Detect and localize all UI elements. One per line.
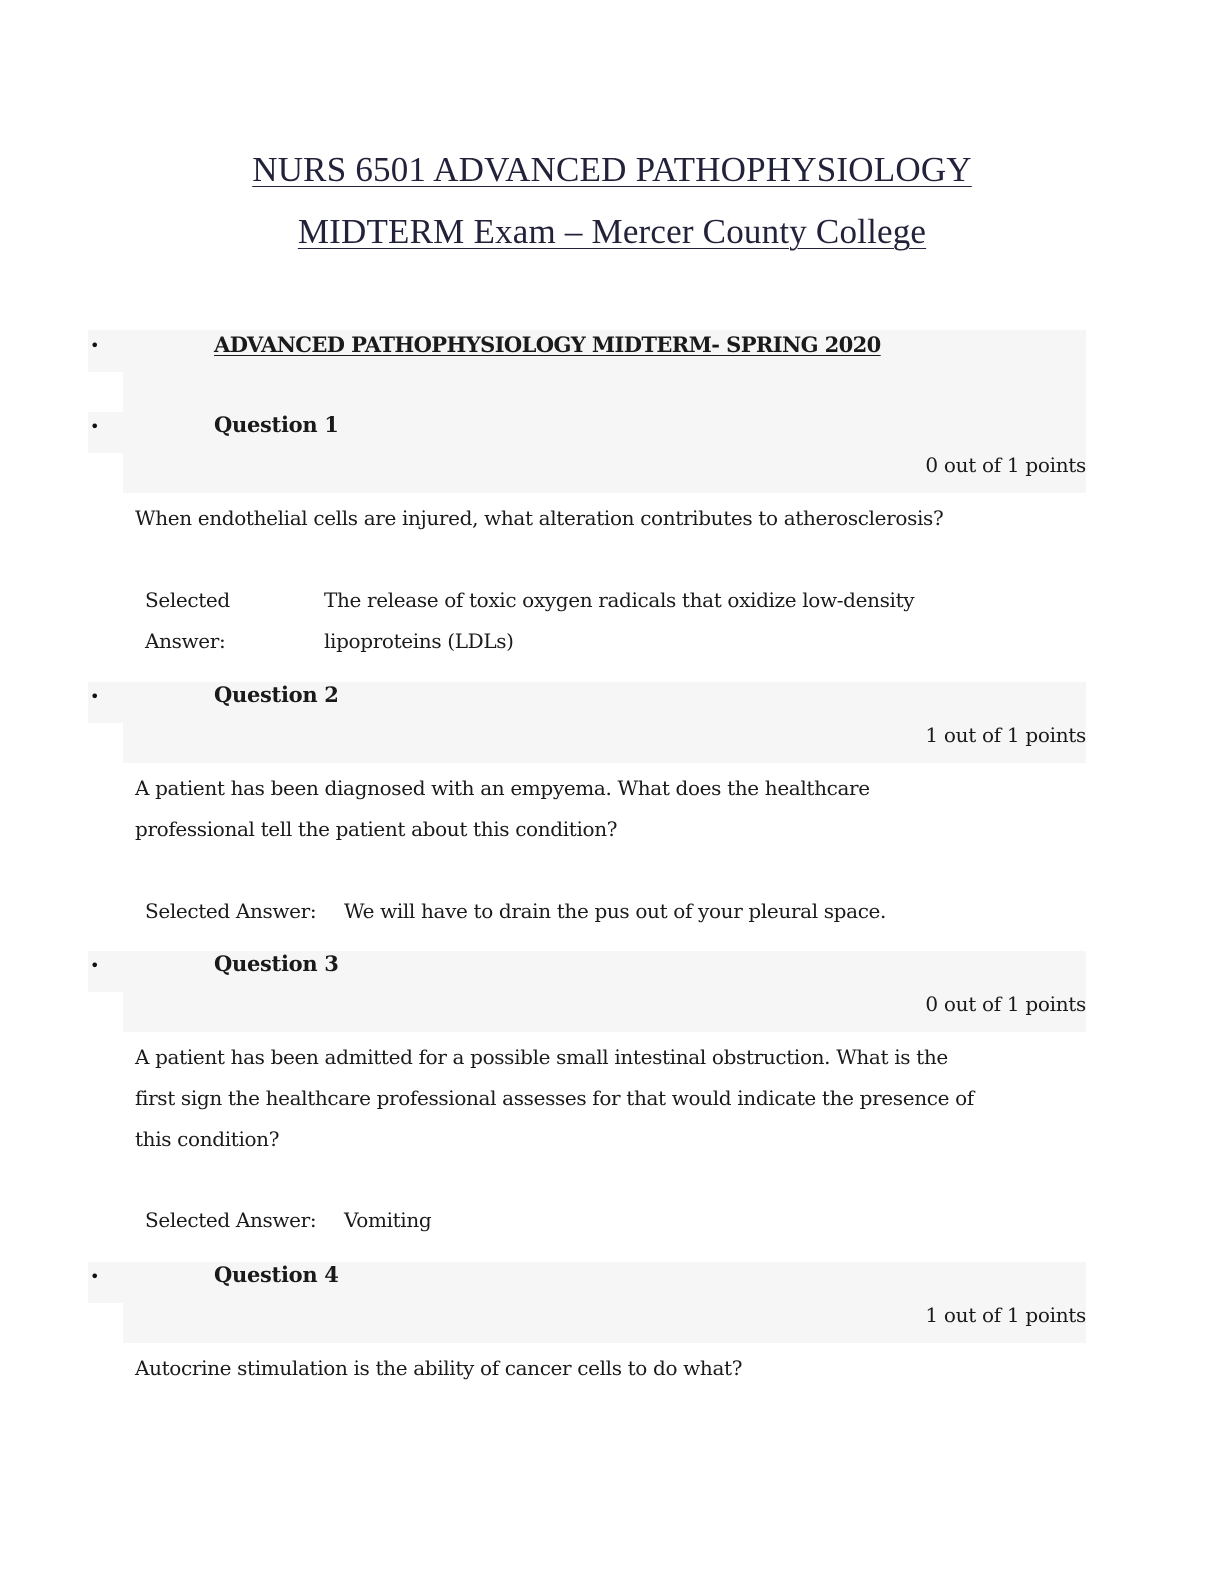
question-3-text-line-1: A patient has been admitted for a possible small intestinal obstruction. What is the bbox=[135, 1045, 948, 1069]
question-3-text-line-2: first sign the healthcare professional assesses for that would indicate the presence of bbox=[135, 1086, 974, 1110]
question-1-label: Question 1 bbox=[214, 412, 339, 437]
question-1-answer-line-1: The release of toxic oxygen radicals that oxidize low-density bbox=[324, 588, 915, 612]
question-1-answer-label-line-1: Selected bbox=[145, 588, 230, 612]
bullet-question-4: • bbox=[90, 1267, 100, 1286]
question-1-text: When endothelial cells are injured, what alteration contributes to atherosclerosis? bbox=[135, 506, 944, 530]
question-3-label: Question 3 bbox=[214, 951, 339, 976]
question-3-answer: Vomiting bbox=[344, 1208, 432, 1232]
document-title-line-1: NURS 6501 ADVANCED PATHOPHYSIOLOGY bbox=[252, 150, 972, 189]
question-4-label: Question 4 bbox=[214, 1262, 339, 1287]
question-2-answer: We will have to drain the pus out of your pleural space. bbox=[344, 899, 887, 923]
question-1-points: 0 out of 1 points bbox=[925, 453, 1086, 477]
bullet-question-2: • bbox=[90, 687, 100, 706]
bullet-question-1: • bbox=[90, 417, 100, 436]
document-title-line-2: MIDTERM Exam – Mercer County College bbox=[297, 212, 927, 251]
question-3-answer-label: Selected Answer: bbox=[145, 1208, 317, 1232]
question-4-text: Autocrine stimulation is the ability of cancer cells to do what? bbox=[135, 1356, 743, 1380]
question-2-label: Question 2 bbox=[214, 682, 339, 707]
question-1-answer-label-line-2: Answer: bbox=[145, 629, 226, 653]
bullet-question-3: • bbox=[90, 956, 100, 975]
question-3-points: 0 out of 1 points bbox=[925, 992, 1086, 1016]
section-heading: ADVANCED PATHOPHYSIOLOGY MIDTERM- SPRING 2020 bbox=[214, 332, 881, 357]
question-3-text-line-3: this condition? bbox=[135, 1127, 280, 1151]
question-1-answer-line-2: lipoproteins (LDLs) bbox=[324, 629, 514, 653]
section-heading-band-lower bbox=[123, 372, 1086, 412]
question-2-answer-label: Selected Answer: bbox=[145, 899, 317, 923]
question-4-points: 1 out of 1 points bbox=[925, 1303, 1086, 1327]
question-2-points: 1 out of 1 points bbox=[925, 723, 1086, 747]
question-2-text-line-2: professional tell the patient about this condition? bbox=[135, 817, 618, 841]
question-2-text-line-1: A patient has been diagnosed with an empyema. What does the healthcare bbox=[135, 776, 870, 800]
bullet-section: • bbox=[90, 336, 100, 355]
